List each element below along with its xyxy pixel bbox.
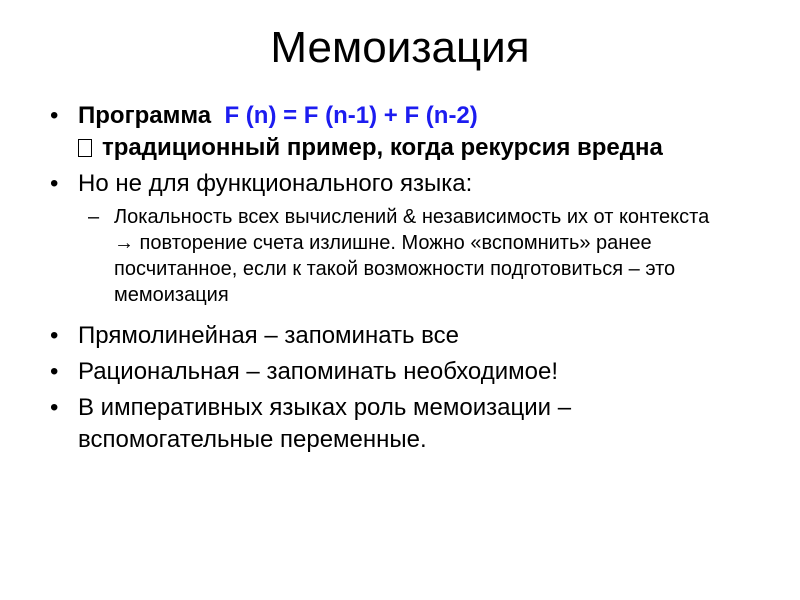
bullet-item <box>40 168 780 200</box>
bullet-text: традиционный пример, когда рекурсия вредна <box>102 134 663 161</box>
bullet-marker: • <box>50 170 59 197</box>
sub-bullet-item <box>40 204 780 308</box>
bullet-line: В императивных языках роль мемоизации – <box>78 394 572 421</box>
sub-bullet-line: мемоизация <box>114 284 229 306</box>
missing-glyph-icon <box>78 139 92 157</box>
sub-bullet-marker: – <box>88 206 100 228</box>
bullet-line <box>78 100 780 132</box>
bullet-text: Рациональная – запоминать необходимое! <box>78 358 559 385</box>
sub-bullet-line: Локальность всех вычислений & независимость их от контекста <box>114 206 710 228</box>
bullet-line <box>78 132 780 164</box>
bullet-item <box>40 320 780 352</box>
bullet-marker: • <box>50 394 59 421</box>
bullet-item <box>40 356 780 388</box>
program-label: Программа <box>78 102 212 129</box>
fibonacci-formula: F (n) = F (n-1) + F (n-2) <box>224 102 478 129</box>
bullet-line: вспомогательные переменные. <box>78 426 427 453</box>
bullet-marker: • <box>50 322 59 349</box>
bullet-marker: • <box>50 358 59 385</box>
bullet-item <box>40 392 780 456</box>
bullet-item <box>40 100 780 164</box>
slide-title: Мемоизация <box>270 23 530 72</box>
sub-bullet-line: посчитанное, если к такой возможности подготовиться – это <box>114 258 676 280</box>
slide-content <box>40 100 780 460</box>
bullet-text: Прямолинейная – запоминать все <box>78 322 460 349</box>
bullet-text: Но не для функционального языка: <box>78 170 473 197</box>
bullet-marker: • <box>50 102 59 129</box>
sub-bullet-line: → повторение счета излишне. Можно «вспомнить» ранее <box>114 232 652 254</box>
